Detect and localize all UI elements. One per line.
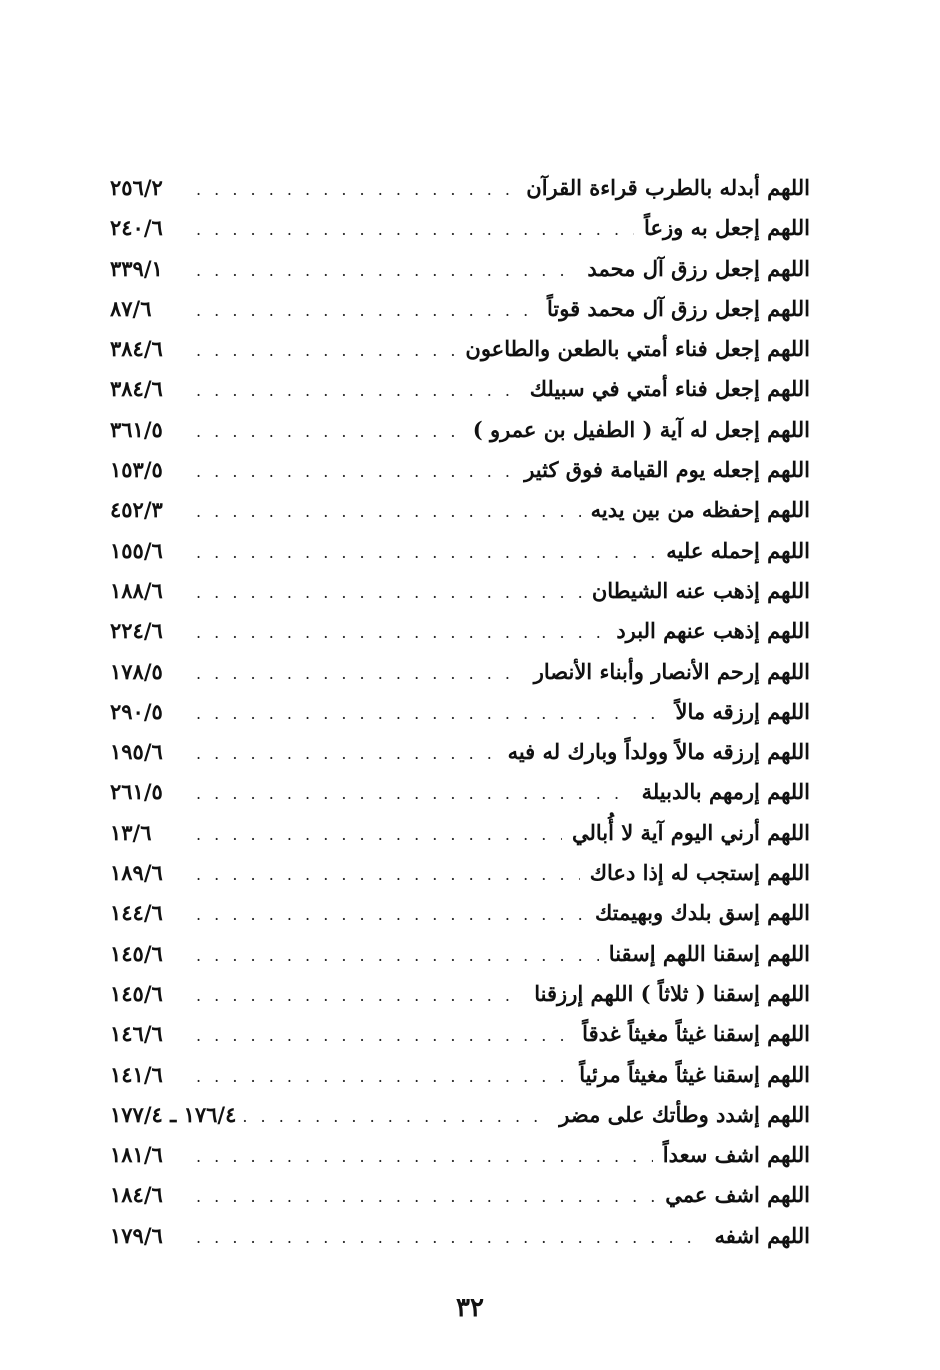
entry-reference: ١٤١/٦: [110, 1061, 163, 1087]
entry-text: اللهم إجعل رزق آل محمد قوتاً: [546, 295, 810, 321]
entry-reference: ٤٥٢/٣: [110, 497, 163, 523]
index-entry: [110, 249, 810, 289]
entry-reference: ٨٧/٦: [110, 295, 152, 321]
dot-leader: [190, 654, 524, 694]
dot-leader: [190, 1177, 655, 1217]
entry-reference: ١٤٤/٦: [110, 900, 163, 926]
entry-reference: ١٨١/٦: [110, 1142, 163, 1168]
dot-leader: [190, 694, 665, 734]
entry-reference: ٢٢٤/٦: [110, 618, 163, 644]
index-entry: [110, 490, 810, 530]
entry-text: اللهم إسقنا اللهم إسقنا: [608, 940, 810, 966]
dot-leader: [190, 331, 455, 371]
entry-text: اللهم إرحم الأنصار وأبناء الأنصار: [533, 658, 810, 684]
entry-reference: ١٤٥/٦: [110, 940, 163, 966]
entry-text: اللهم إرزقه مالاً وولداً وبارك له فيه: [507, 739, 810, 765]
entry-reference: ١٧٦/٤ ـ ١٧٧/٤: [110, 1101, 237, 1127]
dot-leader: [190, 1137, 653, 1177]
entry-reference: ١٥٥/٦: [110, 537, 163, 563]
dot-leader: [190, 734, 498, 774]
dot-leader: [190, 855, 580, 895]
entry-text: اللهم اشفه: [714, 1222, 810, 1248]
dot-leader: [190, 613, 606, 653]
entry-text: اللهم إستجب له إذا دعاك: [589, 860, 810, 886]
index-entry: [110, 893, 810, 933]
entry-reference: ١٨٤/٦: [110, 1182, 163, 1208]
index-list: [110, 168, 810, 1256]
entry-reference: ١٧٨/٥: [110, 658, 163, 684]
entry-text: اللهم أبدله بالطرب قراءة القرآن: [526, 175, 810, 200]
entry-text: اللهم أرني اليوم آية لا أُبالي: [571, 819, 810, 845]
index-entry: [110, 369, 810, 409]
entry-text: اللهم إذهب عنه الشيطان: [591, 577, 810, 603]
entry-reference: ١٣/٦: [110, 819, 152, 845]
index-entry: [110, 1014, 810, 1054]
index-entry: [110, 571, 810, 611]
dot-leader: [190, 533, 656, 573]
index-entry: [110, 410, 810, 450]
page-number: ٣٢: [456, 1293, 484, 1323]
entry-text: اللهم إجعله يوم القيامة فوق كثير: [524, 457, 810, 483]
entry-text: اللهم إسق بلدك وبهيمتك: [594, 900, 810, 926]
dot-leader: [190, 1016, 572, 1056]
entry-text: اللهم اشف عمي: [665, 1182, 810, 1208]
entry-text: اللهم إجعل له آية ( الطفيل بن عمرو ): [472, 416, 810, 442]
dot-leader: [190, 210, 634, 250]
entry-text: اللهم إرمهم بالدبيلة: [641, 779, 810, 805]
entry-text: اللهم إسقنا غيثاً مغيثاً مرئياً: [579, 1061, 810, 1087]
dot-leader: [190, 291, 537, 331]
dot-leader: [190, 412, 463, 452]
dot-leader: [190, 492, 581, 532]
index-entry: [110, 974, 810, 1014]
dot-leader: [190, 1057, 569, 1097]
index-entry: [110, 732, 810, 772]
entry-reference: ٣٦١/٥: [110, 416, 163, 442]
entry-text: اللهم إحفظه من بين يديه: [590, 497, 810, 523]
entry-reference: ٣٨٤/٦: [110, 376, 163, 402]
dot-leader: [236, 1097, 549, 1137]
entry-reference: ٢٤٠/٦: [110, 215, 163, 241]
entry-text: اللهم إسقنا ( ثلاثاً ) اللهم إرزقنا: [534, 980, 810, 1006]
entry-text: اللهم إذهب عنهم البرد: [616, 618, 810, 644]
entry-reference: ١٤٦/٦: [110, 1021, 163, 1047]
entry-text: اللهم إشدد وطأتك على مضر: [559, 1101, 810, 1127]
dot-leader: [190, 895, 585, 935]
index-entry: [110, 934, 810, 974]
index-entry: [110, 531, 810, 571]
entry-reference: ٢٩٠/٥: [110, 698, 163, 724]
dot-leader: [190, 170, 516, 210]
entry-text: اللهم إجعل فناء أمتي بالطعن والطاعون: [465, 336, 810, 362]
entry-reference: ٣٨٤/٦: [110, 336, 163, 362]
entry-reference: ١٥٣/٥: [110, 457, 163, 483]
index-entry: [110, 208, 810, 248]
entry-text: اللهم إحمله عليه: [666, 537, 810, 563]
index-entry: [110, 692, 810, 732]
index-entry: [110, 168, 810, 208]
index-entry: [110, 329, 810, 369]
dot-leader: [190, 1218, 705, 1258]
index-entry: [110, 813, 810, 853]
entry-text: اللهم إجعل به وزعاً: [644, 215, 810, 241]
index-entry: [110, 1095, 810, 1135]
entry-text: اللهم اشف سعداً: [662, 1142, 810, 1168]
entry-reference: ١٤٥/٦: [110, 980, 163, 1006]
index-entry: [110, 1216, 810, 1256]
index-entry: [110, 289, 810, 329]
dot-leader: [190, 573, 582, 613]
entry-reference: ١٨٨/٦: [110, 577, 163, 603]
entry-text: اللهم إجعل رزق آل محمد: [587, 255, 810, 281]
entry-reference: ٣٣٩/١: [110, 255, 163, 281]
index-entry: [110, 853, 810, 893]
dot-leader: [190, 815, 562, 855]
dot-leader: [190, 774, 632, 814]
index-entry: [110, 772, 810, 812]
entry-text: اللهم إجعل فناء أمتي في سبيلك: [529, 376, 810, 402]
entry-reference: ٢٥٦/٢: [110, 175, 163, 200]
dot-leader: [190, 936, 599, 976]
index-entry: [110, 611, 810, 651]
entry-reference: ١٧٩/٦: [110, 1222, 163, 1248]
dot-leader: [190, 452, 514, 492]
entry-text: اللهم إرزقه مالاً: [675, 698, 810, 724]
index-entry: [110, 1175, 810, 1215]
index-entry: [110, 1055, 810, 1095]
dot-leader: [190, 251, 577, 291]
index-entry: [110, 450, 810, 490]
dot-leader: [190, 976, 524, 1016]
dot-leader: [190, 371, 520, 411]
entry-reference: ١٨٩/٦: [110, 860, 163, 886]
entry-text: اللهم إسقنا غيثاً مغيثاً غدقاً: [582, 1021, 810, 1047]
index-entry: [110, 1135, 810, 1175]
entry-reference: ١٩٥/٦: [110, 739, 163, 765]
index-entry: [110, 652, 810, 692]
entry-reference: ٢٦١/٥: [110, 779, 163, 805]
